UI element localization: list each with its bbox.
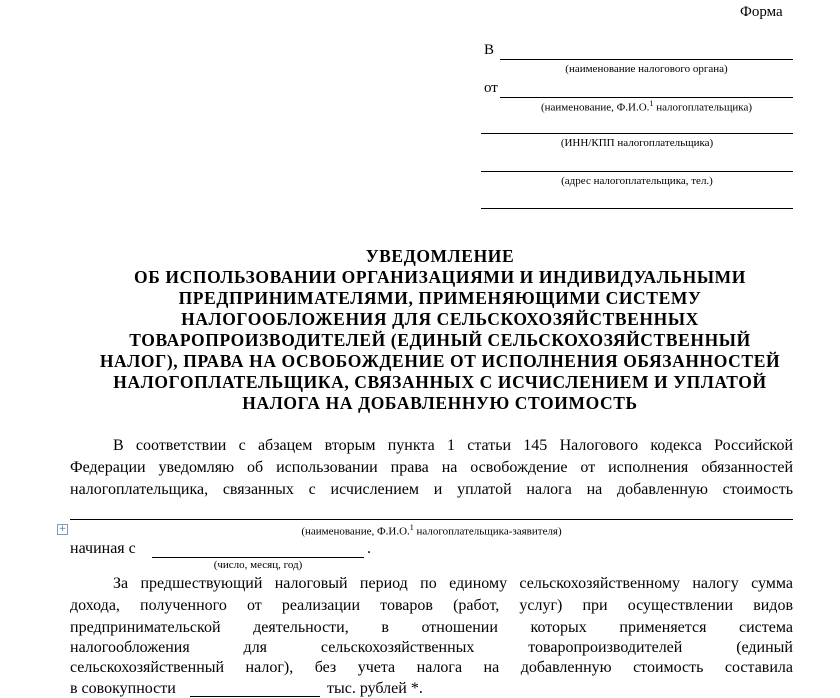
tax-authority-caption: (наименование налогового органа) [565,63,728,75]
title-line: НАЛОГА НА ДОБАВЛЕННУЮ СТОИМОСТЬ [242,393,638,413]
paragraph2-line: налогообложения для сельскохозяйственных товаропроизводителей (единый [70,639,793,656]
inn-kpp-field[interactable] [481,133,793,134]
inn-kpp-caption: (ИНН/КПП налогоплательщика) [560,137,714,149]
total-amount-field[interactable] [190,696,320,697]
address-field-extra[interactable] [481,208,793,209]
paragraph2-line: дохода, полученного от реализации товаров (работ, услуг) при осуществлении видов [70,597,793,614]
paragraph2-line: сельскохозяйственный налог), без учета налога на добавленную стоимость составила [70,659,793,676]
paragraph1-line: В соответствии с абзацем вторым пункта 1 статьи 145 Налогового кодекса Российской [113,437,793,454]
form-label: Форма [740,4,783,20]
starting-label: начиная с [70,540,136,557]
document-title [40,246,840,414]
taxpayer-name-field[interactable] [500,97,793,98]
applicant-name-field[interactable] [70,519,793,520]
paragraph1-line: налогоплательщика, связанных с исчислением и уплатой налога на добавленную стоимость [70,481,793,498]
title-line: НАЛОГ), ПРАВА НА ОСВОБОЖДЕНИЕ ОТ ИСПОЛНЕНИЯ ОБЯЗАННОСТЕЙ [99,351,781,371]
taxpayer-name-caption: (наименование, Ф.И.О.$^1$ налогоплательщика) [540,99,753,114]
to-prefix: В [484,42,495,58]
applicant-caption: (наименование, Ф.И.О.$^1$ налогоплательщика-заявителя) [301,523,562,538]
title-line: УВЕДОМЛЕНИЕ [365,246,515,266]
total-prefix: в совокупности [70,680,176,697]
title-line: НАЛОГОПЛАТЕЛЬЩИКА, СВЯЗАННЫХ С ИСЧИСЛЕНИЕМ И УПЛАТОЙ [113,372,767,392]
title-line: НАЛОГООБЛОЖЕНИЯ ДЛЯ СЕЛЬСКОХОЗЯЙСТВЕННЫХ [181,309,699,329]
starting-end: . [367,540,371,557]
address-field[interactable] [481,171,793,172]
title-line: ОБ ИСПОЛЬЗОВАНИИ ОРГАНИЗАЦИЯМИ И ИНДИВИДУАЛЬНЫМИ [134,267,746,287]
from-prefix: от [484,80,498,96]
start-date-field[interactable] [152,557,364,558]
tax-authority-field[interactable] [500,59,793,60]
address-caption: (адрес налогоплательщика, тел.) [561,175,713,187]
title-line: ТОВАРОПРОИЗВОДИТЕЛЕЙ (ЕДИНЫЙ СЕЛЬСКОХОЗЯЙСТВЕННЫЙ [129,330,751,350]
title-line: ПРЕДПРИНИМАТЕЛЯМИ, ПРИМЕНЯЮЩИМИ СИСТЕМУ [178,288,702,308]
paragraph2-line: За предшествующий налоговый период по единому сельскохозяйственному налогу сумма [113,575,793,592]
date-caption: (число, месяц, год) [213,559,303,571]
paragraph1-line: Федерации уведомляю об использовании права на освобождение от исполнения обязанностей [70,459,793,476]
paragraph2-line: предпринимательской деятельности, в отношении которых применяется система [70,619,793,636]
table-anchor-icon[interactable]: + [58,524,67,534]
total-suffix: тыс. рублей *. [327,680,423,697]
